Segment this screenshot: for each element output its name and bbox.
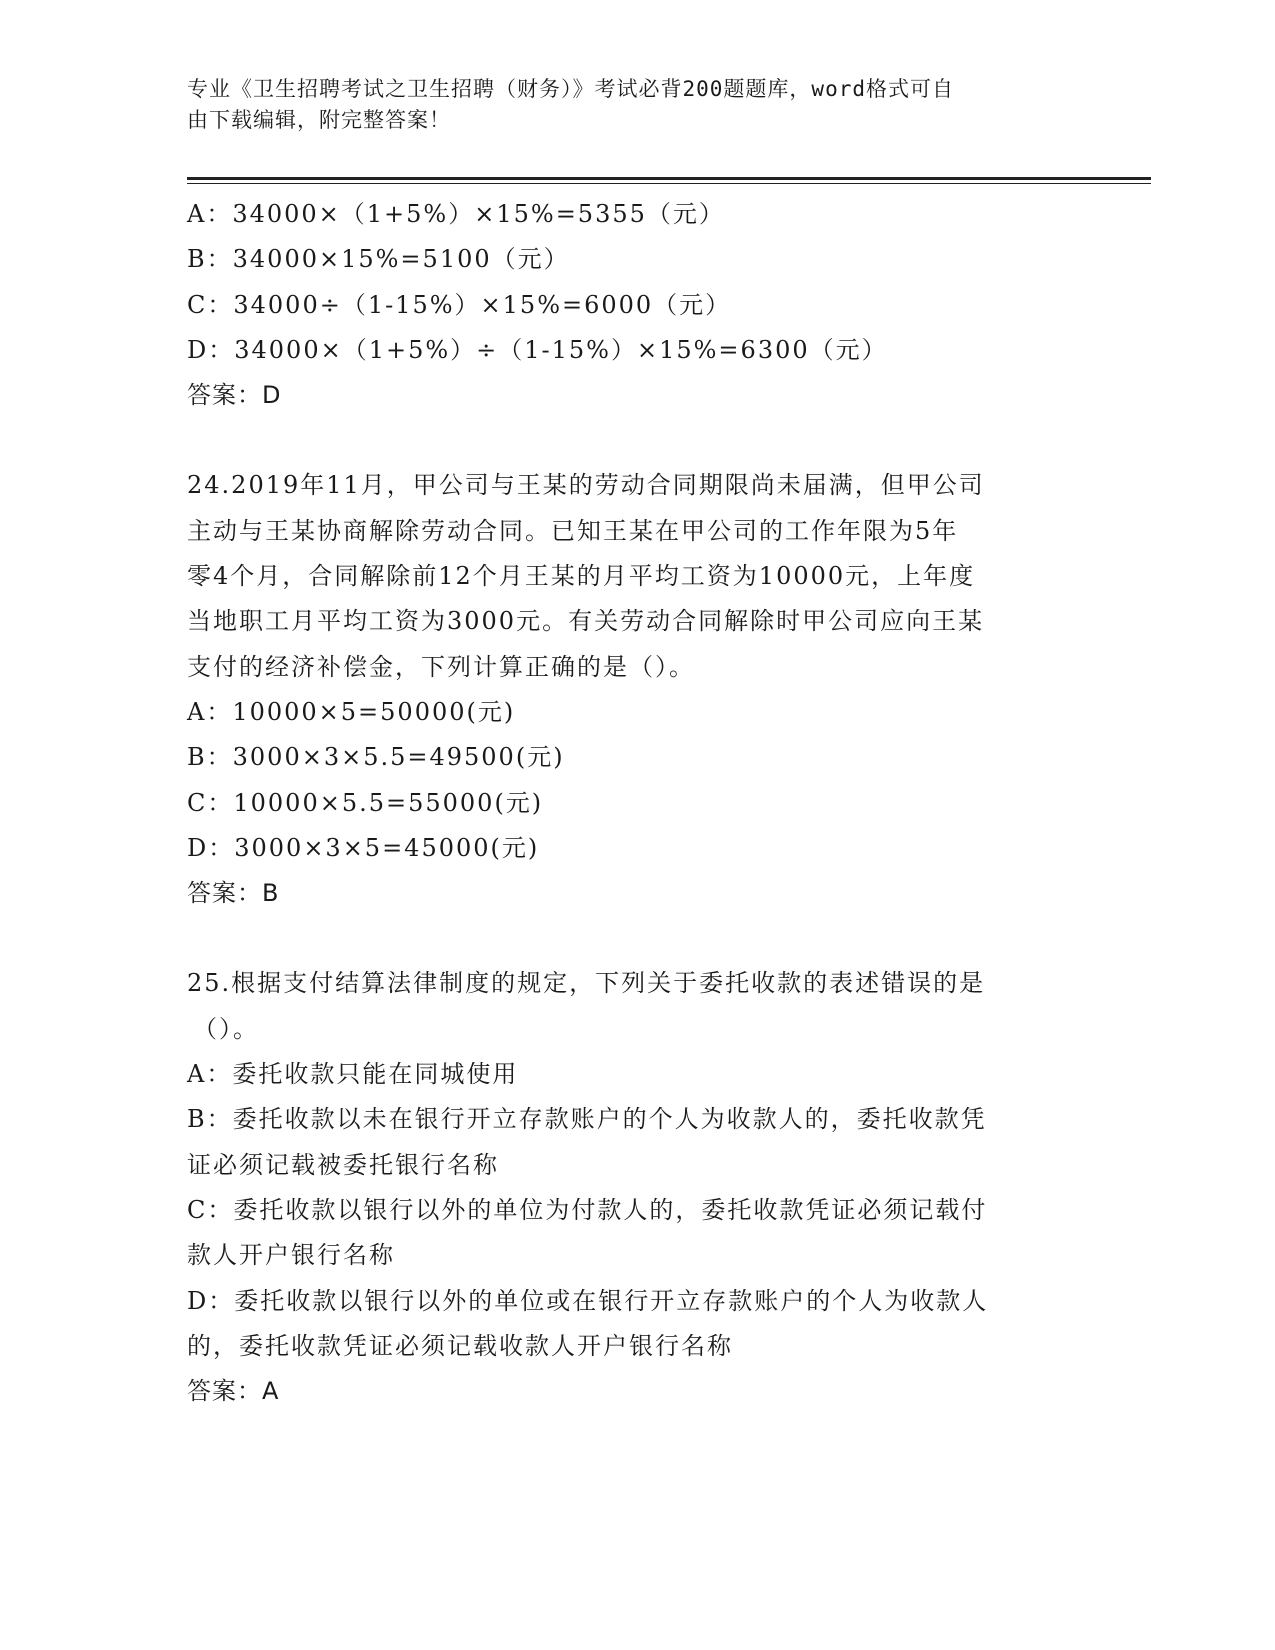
q24-stem-line-4: 当地职工月平均工资为3000元。有关劳动合同解除时甲公司应向王某 bbox=[187, 607, 985, 636]
header-line-2: 由下载编辑，附完整答案！ bbox=[187, 108, 451, 132]
question-24 bbox=[187, 463, 1067, 916]
header-line-1: 专业《卫生招聘考试之卫生招聘（财务）》考试必背200题题库，word格式可自 bbox=[187, 77, 954, 101]
q23-answer: 答案：D bbox=[187, 381, 282, 410]
q24-stem-line-5: 支付的经济补偿金，下列计算正确的是（）。 bbox=[187, 652, 695, 681]
q23-option-c: C：34000÷（1-15%）×15%=6000（元） bbox=[187, 290, 732, 319]
question-content bbox=[187, 192, 1067, 1414]
q23-option-a: A：34000×（1+5%）×15%=5355（元） bbox=[187, 200, 725, 228]
question-23 bbox=[187, 192, 1067, 418]
q23-option-d: D：34000×（1+5%）÷（1-15%）×15%=6300（元） bbox=[187, 335, 888, 364]
spacer bbox=[187, 418, 1067, 463]
q25-stem-line-1: 25.根据支付结算法律制度的规定，下列关于委托收款的表述错误的是 bbox=[187, 969, 986, 998]
q25-option-d-line-2: 的，委托收款凭证必须记载收款人开户银行名称 bbox=[187, 1331, 733, 1360]
q24-option-c: C：10000×5.5=55000(元) bbox=[187, 788, 544, 817]
q23-option-b: B：34000×15%=5100（元） bbox=[187, 245, 570, 274]
q25-stem-line-2: （）。 bbox=[193, 1014, 259, 1043]
q24-option-b: B：3000×3×5.5=49500(元) bbox=[187, 743, 565, 772]
q24-stem-line-1: 24.2019年11月，甲公司与王某的劳动合同期限尚未届满，但甲公司 bbox=[187, 471, 985, 500]
spacer bbox=[187, 916, 1067, 961]
q25-option-a: A：委托收款只能在同城使用 bbox=[187, 1060, 519, 1089]
q25-answer: 答案：A bbox=[187, 1377, 280, 1406]
q25-option-b-line-1: B：委托收款以未在银行开立存款账户的个人为收款人的，委托收款凭 bbox=[187, 1105, 987, 1134]
q25-option-c-line-1: C：委托收款以银行以外的单位为付款人的，委托收款凭证必须记载付 bbox=[187, 1195, 988, 1224]
q25-option-b-line-2: 证必须记载被委托银行名称 bbox=[187, 1150, 499, 1179]
q24-stem-line-2: 主动与王某协商解除劳动合同。已知王某在甲公司的工作年限为5年 bbox=[187, 516, 959, 545]
header-divider-thick bbox=[187, 177, 1151, 180]
q24-option-a: A：10000×5=50000(元) bbox=[187, 697, 516, 726]
document-header bbox=[187, 74, 1067, 136]
q25-option-d-line-1: D：委托收款以银行以外的单位或在银行开立存款账户的个人为收款人 bbox=[187, 1286, 989, 1315]
q24-answer: 答案：B bbox=[187, 879, 280, 908]
q24-stem-line-3: 零4个月，合同解除前12个月王某的月平均工资为10000元，上年度 bbox=[187, 562, 976, 591]
header-divider-thin bbox=[187, 183, 1151, 184]
q24-option-d: D：3000×3×5=45000(元) bbox=[187, 833, 540, 862]
question-25 bbox=[187, 961, 1067, 1414]
q25-option-c-line-2: 款人开户银行名称 bbox=[187, 1241, 395, 1270]
